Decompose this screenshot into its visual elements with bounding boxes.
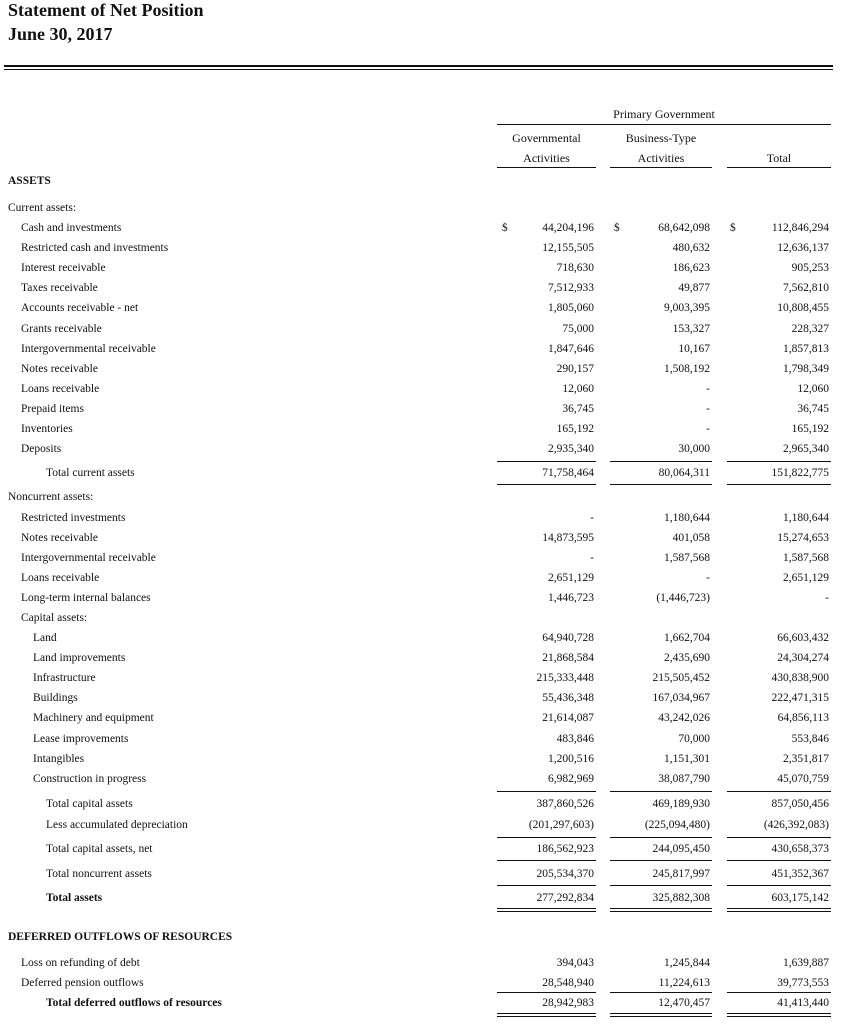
row-label: Accounts receivable - net — [21, 302, 139, 315]
gov-value: 6,982,969 — [548, 772, 594, 785]
gov-value: 14,873,595 — [542, 532, 594, 545]
currency-symbol: $ — [730, 222, 736, 234]
section-noncurrent-assets: Noncurrent assets: — [8, 491, 94, 503]
row-label: Land — [33, 632, 57, 644]
row-label: Intergovernmental receivable — [21, 552, 156, 565]
rule-deferred-tot — [727, 992, 831, 993]
rule-noncurrent-gov — [497, 885, 596, 886]
gov-value: 718,630 — [556, 262, 594, 275]
business-type-header-rule — [610, 167, 712, 168]
gov-value: 75,000 — [562, 322, 594, 335]
rule-total-current-tot — [727, 484, 831, 485]
primary-government-header: Primary Government — [613, 107, 715, 121]
double-rule-assets-gov — [497, 908, 596, 912]
row-less-accumulated-depreciation — [0, 816, 856, 834]
table-row — [0, 340, 856, 358]
table-row — [0, 730, 856, 748]
row-label: Intangibles — [33, 752, 85, 765]
bus-value: 167,034,967 — [652, 692, 710, 705]
total-value: - — [825, 592, 829, 605]
row-label: Total noncurrent assets — [46, 868, 152, 880]
gov-value: 1,200,516 — [548, 752, 594, 765]
row-label: Notes receivable — [21, 532, 98, 545]
total-value: 603,175,142 — [771, 892, 829, 904]
total-value: 45,070,759 — [777, 772, 829, 785]
gov-value: 21,868,584 — [542, 652, 594, 665]
section-assets: ASSETS — [8, 175, 51, 187]
total-value: 15,274,653 — [777, 532, 829, 545]
table-row — [0, 549, 856, 567]
gov-value: 36,745 — [562, 402, 594, 415]
rule-capital-bus — [610, 791, 712, 792]
table-row — [0, 649, 856, 667]
row-label: Loans receivable — [21, 382, 100, 395]
gov-value: 215,333,448 — [536, 672, 594, 685]
governmental-header-rule — [497, 167, 596, 168]
bus-value: 401,058 — [672, 532, 710, 545]
total-value: 222,471,315 — [771, 692, 829, 705]
gov-value: 12,155,505 — [542, 242, 594, 255]
rule-total-current-bus — [610, 484, 712, 485]
bus-value: (1,446,723) — [656, 592, 710, 605]
total-value: 228,327 — [791, 322, 829, 335]
bus-value: 245,817,997 — [652, 868, 710, 880]
bus-value: 215,505,452 — [652, 672, 710, 685]
bus-value: - — [706, 423, 710, 435]
primary-government-rule — [497, 124, 831, 125]
bus-value: 10,167 — [678, 342, 710, 355]
bus-value: 1,662,704 — [664, 632, 710, 644]
gov-value: (201,297,603) — [528, 819, 594, 831]
table-row — [0, 509, 856, 527]
statement-title: Statement of Net Position — [8, 0, 204, 20]
gov-value: 28,548,940 — [542, 977, 594, 989]
row-label: Inventories — [21, 423, 73, 435]
bus-value: - — [706, 572, 710, 585]
total-value: 430,658,373 — [771, 843, 829, 855]
bus-value: - — [706, 402, 710, 415]
row-label: Loans receivable — [21, 572, 100, 585]
rule-total-current-gov — [497, 484, 596, 485]
rule-capnet-bus — [610, 860, 712, 861]
table-row — [0, 299, 856, 317]
governmental-header-line1: Governmental — [512, 131, 581, 145]
total-value: 64,856,113 — [777, 712, 829, 725]
gov-value: 1,446,723 — [548, 592, 594, 605]
gov-value: 44,204,196 — [542, 222, 594, 234]
gov-value: 186,562,923 — [536, 843, 594, 855]
row-label: Infrastructure — [33, 672, 96, 685]
total-value: 2,351,817 — [783, 752, 829, 765]
double-rule-deferred-tot — [727, 1013, 831, 1017]
double-rule-deferred-gov — [497, 1013, 596, 1017]
row-label: Prepaid items — [21, 402, 84, 415]
total-value: 112,846,294 — [771, 222, 829, 234]
row-total-deferred-outflows — [0, 994, 856, 1012]
row-label: Restricted investments — [21, 512, 126, 524]
row-label: Total assets — [46, 892, 103, 904]
table-row — [0, 569, 856, 587]
total-value: 451,352,367 — [771, 868, 829, 880]
total-value: 151,822,775 — [771, 467, 829, 479]
rule-deferred-bus — [610, 992, 712, 993]
rule-depr-gov — [497, 837, 596, 838]
gov-value: 205,534,370 — [536, 868, 594, 880]
bus-value: 43,242,026 — [658, 712, 710, 725]
row-label: Grants receivable — [21, 322, 102, 335]
bus-value: 1,245,844 — [664, 957, 710, 969]
table-row — [0, 770, 856, 788]
row-label: Deferred pension outflows — [21, 977, 144, 989]
total-value: 553,846 — [791, 732, 829, 745]
row-label: Total capital assets, net — [46, 843, 153, 855]
total-value: 7,562,810 — [783, 282, 829, 295]
total-header-rule — [727, 167, 831, 168]
gov-value: 71,758,464 — [542, 467, 594, 479]
gov-value: - — [590, 512, 594, 524]
total-value: 165,192 — [791, 423, 829, 435]
double-rule-assets-bus — [610, 908, 712, 912]
total-value: 905,253 — [791, 262, 829, 275]
double-rule-assets-tot — [727, 908, 831, 912]
row-total-noncurrent-assets — [0, 865, 856, 883]
row-label: Lease improvements — [33, 732, 129, 745]
bus-value: 30,000 — [678, 443, 710, 456]
total-value: 430,838,900 — [771, 672, 829, 685]
row-label: Interest receivable — [21, 262, 106, 275]
table-row — [0, 589, 856, 607]
rule-capital-gov — [497, 791, 596, 792]
table-row — [0, 629, 856, 647]
bus-value: 2,435,690 — [664, 652, 710, 665]
row-total-capital-assets-net — [0, 840, 856, 858]
total-value: (426,392,083) — [763, 819, 829, 831]
total-value: 12,636,137 — [777, 242, 829, 255]
gov-value: 64,940,728 — [542, 632, 594, 644]
rule-current-bus — [610, 461, 712, 462]
total-value: 1,798,349 — [783, 362, 829, 375]
title-double-rule — [4, 65, 833, 70]
total-value: 10,808,455 — [777, 302, 829, 315]
row-label: Taxes receivable — [21, 282, 98, 295]
row-total-capital-assets — [0, 795, 856, 813]
bus-value: 244,095,450 — [652, 843, 710, 855]
statement-date: June 30, 2017 — [8, 24, 113, 44]
table-row — [0, 279, 856, 297]
bus-value: 325,882,308 — [652, 892, 710, 904]
rule-depr-bus — [610, 837, 712, 838]
bus-value: 49,877 — [678, 282, 710, 295]
gov-value: 28,942,983 — [542, 997, 594, 1009]
bus-value: 186,623 — [672, 262, 710, 275]
total-value: 2,651,129 — [783, 572, 829, 585]
bus-value: 70,000 — [678, 732, 710, 745]
total-value: 1,587,568 — [783, 552, 829, 565]
row-total-current-assets — [0, 464, 856, 482]
table-row — [0, 239, 856, 257]
section-current-assets: Current assets: — [8, 202, 77, 214]
gov-value: 2,651,129 — [548, 572, 594, 585]
total-value: 66,603,432 — [777, 632, 829, 644]
table-row — [0, 420, 856, 438]
table-row — [0, 259, 856, 277]
table-row — [0, 529, 856, 547]
total-value: 1,180,644 — [783, 512, 829, 524]
row-label: Restricted cash and investments — [21, 242, 169, 255]
total-value: 41,413,440 — [777, 997, 829, 1009]
row-label: Machinery and equipment — [33, 712, 154, 725]
rule-depr-tot — [727, 837, 831, 838]
row-label: Less accumulated depreciation — [46, 819, 188, 831]
bus-value: 1,587,568 — [664, 552, 710, 565]
total-value: 2,965,340 — [783, 443, 829, 456]
row-label: Buildings — [33, 692, 78, 705]
table-row — [0, 380, 856, 398]
gov-value: 2,935,340 — [548, 443, 594, 456]
gov-value: 483,846 — [556, 732, 594, 745]
gov-value: 277,292,834 — [536, 892, 594, 904]
gov-value: 55,436,348 — [542, 692, 594, 705]
bus-value: 80,064,311 — [658, 467, 710, 479]
gov-value: 12,060 — [562, 382, 594, 395]
table-row — [0, 750, 856, 768]
row-label: Total capital assets — [46, 798, 133, 810]
bus-value: 480,632 — [672, 242, 710, 255]
table-row — [0, 360, 856, 378]
currency-symbol: $ — [502, 222, 508, 234]
bus-value: 469,189,930 — [652, 798, 710, 810]
total-header: Total — [766, 151, 792, 165]
bus-value: (225,094,480) — [644, 819, 710, 831]
gov-value: 7,512,933 — [548, 282, 594, 295]
rule-current-tot — [727, 461, 831, 462]
total-value: 39,773,553 — [777, 977, 829, 989]
row-label: Total current assets — [46, 467, 135, 479]
total-value: 1,639,887 — [783, 957, 829, 969]
row-label: Long-term internal balances — [21, 592, 151, 605]
row-label: Intergovernmental receivable — [21, 342, 156, 355]
bus-value: 9,003,395 — [664, 302, 710, 315]
table-row — [0, 689, 856, 707]
gov-value: 387,860,526 — [536, 798, 594, 810]
gov-value: 1,847,646 — [548, 342, 594, 355]
gov-value: 290,157 — [556, 362, 594, 375]
bus-value: 1,151,301 — [664, 752, 710, 765]
governmental-header-line2: Activities — [523, 151, 570, 165]
gov-value: 394,043 — [556, 957, 594, 969]
bus-value: 1,508,192 — [664, 362, 710, 375]
table-row — [0, 954, 856, 972]
table-row — [0, 320, 856, 338]
rule-noncurrent-tot — [727, 885, 831, 886]
rule-capnet-tot — [727, 860, 831, 861]
row-label: Total deferred outflows of resources — [46, 997, 222, 1009]
total-value: 24,304,274 — [777, 652, 829, 665]
table-row — [0, 709, 856, 727]
total-value: 36,745 — [797, 402, 829, 415]
section-deferred-outflows: DEFERRED OUTFLOWS OF RESOURCES — [8, 931, 233, 943]
bus-value: 153,327 — [672, 322, 710, 335]
row-label: Loss on refunding of debt — [21, 957, 140, 969]
row-label: Notes receivable — [21, 362, 98, 375]
bus-value: - — [706, 382, 710, 395]
table-row — [0, 219, 856, 237]
row-label: Construction in progress — [33, 772, 147, 785]
rule-capnet-gov — [497, 860, 596, 861]
row-total-assets — [0, 889, 856, 907]
row-label: Cash and investments — [21, 222, 122, 234]
table-row — [0, 400, 856, 418]
total-value: 857,050,456 — [771, 798, 829, 810]
bus-value: 38,087,790 — [658, 772, 710, 785]
gov-value: 1,805,060 — [548, 302, 594, 315]
gov-value: - — [590, 552, 594, 565]
row-label: Deposits — [21, 443, 62, 456]
bus-value: 11,224,613 — [658, 977, 710, 989]
gov-value: 21,614,087 — [542, 712, 594, 725]
business-type-header-line2: Activities — [637, 151, 685, 165]
rule-deferred-gov — [497, 992, 596, 993]
bus-value: 68,642,098 — [658, 222, 710, 234]
bus-value: 12,470,457 — [658, 997, 710, 1009]
total-value: 1,857,813 — [783, 342, 829, 355]
section-capital-assets: Capital assets: — [21, 612, 88, 624]
rule-noncurrent-bus — [610, 885, 712, 886]
rule-current-gov — [497, 461, 596, 462]
bus-value: 1,180,644 — [664, 512, 710, 524]
total-value: 12,060 — [797, 382, 829, 395]
table-row — [0, 440, 856, 458]
currency-symbol: $ — [614, 222, 620, 234]
gov-value: 165,192 — [556, 423, 594, 435]
table-row — [0, 669, 856, 687]
table-row — [0, 974, 856, 992]
rule-capital-tot — [727, 791, 831, 792]
row-label: Land improvements — [33, 652, 126, 665]
double-rule-deferred-bus — [610, 1013, 712, 1017]
business-type-header-line1: Business-Type — [625, 131, 697, 145]
